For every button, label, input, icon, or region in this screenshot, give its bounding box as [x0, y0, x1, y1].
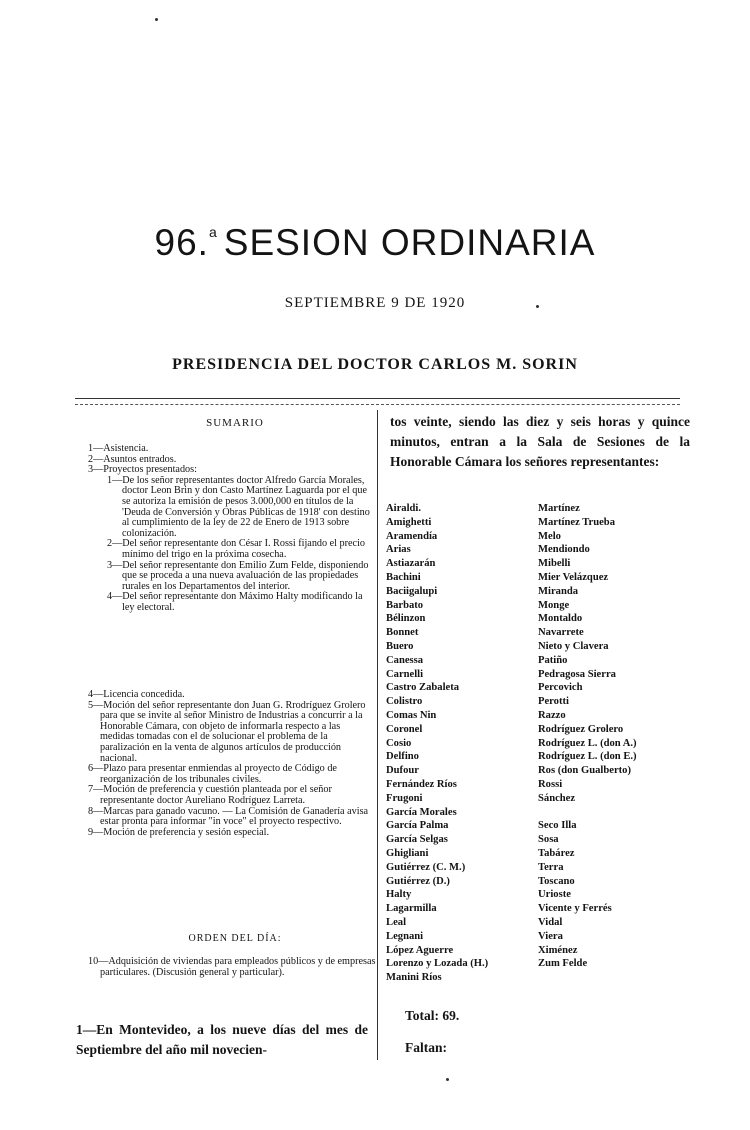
attendance-row [386, 654, 706, 668]
representative-name: Halty [386, 889, 412, 901]
absent-label: Faltan: [405, 1040, 447, 1055]
attendance-row [386, 750, 706, 764]
representative-name: Perotti [538, 696, 569, 708]
representative-name: Delfino [386, 751, 419, 763]
representative-name: Zum Felde [538, 958, 588, 970]
representative-name: Amighetti [386, 516, 432, 528]
representative-name: García Morales [386, 806, 457, 818]
attendance-row [386, 930, 706, 944]
summary-item: 3—Proyectos presentados: [88, 464, 197, 476]
attendance-row [386, 612, 706, 626]
attendance-row [386, 516, 706, 530]
summary-item: 3—Del señor representante don Emilio Zum Felde, disponiendo que se proceda a una nueva avaluación de las propiedades rurales en los Departamentos del interior. [107, 559, 369, 592]
representative-name: Barbato [386, 599, 424, 611]
representative-name: Percovich [538, 682, 583, 694]
summary-item: 4—Del señor representante don Máximo Halty modificando la ley electoral. [107, 591, 363, 613]
summary-item: 1—De los señor representantes doctor Alfredo García Morales, doctor Leon Brin y don Casto Martínez Laguarda por el que se autoriza la emisión de pesos 3.000,000 en títulos de la 'Deuda de Conversión y Obras Públicas de 1918' con destino al cumplimiento de la ley de 22 de Enero de 1913 sobre colonización. [107, 474, 370, 539]
attendance-row [386, 626, 706, 640]
top-rule [75, 398, 680, 399]
representative-name: Rodríguez L. (don E.) [538, 751, 637, 763]
print-speck [446, 1078, 449, 1081]
orden-del-dia-heading: ORDEN DEL DÍA: [188, 933, 282, 944]
representative-name: Colistro [386, 696, 423, 708]
representative-name: Coronel [386, 723, 423, 735]
representative-name: Miranda [538, 585, 579, 597]
representative-name: Martínez Trueba [538, 516, 615, 528]
summary-item: 6—Plazo para presentar enmiendas al proyecto de Código de reorganización de los tribunales civiles. [88, 763, 337, 785]
representative-name: Aramendía [386, 530, 438, 542]
attendance-row [386, 875, 706, 889]
representative-name: Canessa [386, 654, 424, 666]
summary-item: 4—Licencia concedida. [88, 689, 185, 700]
representative-name: Comas Nin [386, 709, 437, 721]
attendance-total: Total: 69. [405, 1008, 460, 1023]
representative-name: Leal [386, 916, 407, 928]
summary-item: 2—Asuntos entrados. [88, 453, 177, 465]
attendance-row [386, 640, 706, 654]
representative-name: Navarrete [538, 627, 584, 639]
attendance-row [386, 778, 706, 792]
representative-name: Sánchez [538, 792, 576, 804]
representative-name: Tabárez [538, 847, 575, 859]
attendance-row [386, 737, 706, 751]
representative-name: Melo [538, 530, 561, 542]
attendance-row [386, 971, 706, 985]
representative-name: Baciigalupi [386, 585, 438, 597]
representative-name: Seco Illa [538, 820, 577, 832]
representative-name: Rodríguez L. (don A.) [538, 737, 637, 749]
representative-name: Manini Ríos [386, 972, 442, 984]
attendance-row [386, 543, 706, 557]
attendance-row [386, 502, 706, 516]
representative-name: Lorenzo y Lozada (H.) [386, 958, 489, 970]
representative-name [538, 806, 706, 820]
representative-name: Bélinzon [386, 613, 426, 625]
representative-name: Dufour [386, 765, 419, 777]
summary-list-b [88, 690, 370, 838]
representative-name: Nieto y Clavera [538, 640, 609, 652]
attendance-row [386, 861, 706, 875]
representative-name: Urioste [538, 889, 571, 901]
representative-name: Mier Velázquez [538, 571, 609, 583]
representative-name: Gutiérrez (C. M.) [386, 861, 466, 873]
attendance-row [386, 681, 706, 695]
representative-name: Montaldo [538, 613, 583, 625]
attendance-row [386, 530, 706, 544]
representative-name: Martínez [538, 503, 580, 514]
print-speck [536, 305, 539, 308]
representative-name: Razzo [538, 709, 566, 721]
attendance-row [386, 599, 706, 613]
summary-item: 7—Moción de preferencia y cuestión planteada por el señor representante doctor Aureliano Rodríguez Larreta. [88, 784, 332, 806]
representative-name: Mibelli [538, 558, 571, 570]
session-title [0, 222, 750, 264]
attendance-row [386, 792, 706, 806]
session-number: 96. [154, 222, 209, 263]
attendance-row [386, 585, 706, 599]
representative-name: Terra [538, 861, 564, 873]
attendance-row [386, 806, 706, 820]
representative-name: Ghigliani [386, 847, 429, 859]
representative-name: Viera [538, 930, 563, 942]
representative-name: Cosio [386, 737, 412, 749]
representative-name: Astiazarán [386, 558, 436, 570]
representative-name: Fernández Ríos [386, 778, 457, 790]
representative-name: García Selgas [386, 834, 448, 846]
session-date: SEPTIEMBRE 9 DE 1920 [284, 295, 466, 311]
opening-paragraph-right: tos veinte, siendo las diez y seis horas y quince minutos, entran a la Sala de Sesiones de la Honorable Cámara los señores representantes: [390, 414, 690, 469]
representative-name: Vicente y Ferrés [538, 903, 612, 915]
orden-del-dia-item: 10—Adquisición de viviendas para empleados públicos y de empresas particulares. (Discusión general y particular). [88, 956, 376, 978]
representative-name: Rossi [538, 778, 563, 790]
summary-item: 1—Asistencia. [88, 443, 149, 454]
attendance-row [386, 571, 706, 585]
representative-name: Toscano [538, 875, 575, 887]
representative-name: Vidal [538, 916, 563, 928]
attendance-row [386, 668, 706, 682]
attendance-row [386, 888, 706, 902]
representative-name: Buero [386, 640, 414, 652]
representative-name: López Aguerre [386, 944, 454, 956]
summary-item: 2—Del señor representante don César I. Rossi fijando el precio mínimo del trigo en la próxima cosecha. [107, 538, 366, 560]
attendance-row [386, 723, 706, 737]
representative-name: Carnelli [386, 668, 424, 680]
representative-name: Pedragosa Sierra [538, 668, 616, 680]
top-rule-dashed [75, 404, 680, 405]
representative-name: Ximénez [538, 944, 578, 956]
representative-name: Rodríguez Grolero [538, 723, 624, 735]
representative-name: Patiño [538, 654, 568, 666]
representative-name: Monge [538, 599, 570, 611]
representative-name: Ros (don Gualberto) [538, 765, 631, 777]
representative-name: Lagarmilla [386, 903, 437, 915]
opening-paragraph-left: 1—En Montevideo, a los nueve días del mes de Septiembre del año mil novecien- [76, 1022, 368, 1057]
print-speck [155, 18, 158, 21]
presidency-heading: PRESIDENCIA DEL DOCTOR CARLOS M. SORIN [172, 356, 578, 373]
representative-name [538, 971, 706, 985]
representative-name: Frugoni [386, 792, 423, 804]
ordinal-mark: a [208, 224, 218, 240]
attendance-row [386, 557, 706, 571]
summary-item: 9—Moción de preferencia y sesión especial. [88, 826, 270, 838]
attendance-row [386, 819, 706, 833]
attendance-row [386, 902, 706, 916]
representative-name: Bonnet [386, 627, 419, 639]
representative-name: Castro Zabaleta [386, 682, 460, 694]
attendance-row [386, 847, 706, 861]
attendance-row [386, 833, 706, 847]
representative-name: Sosa [538, 834, 559, 846]
summary-item: 8—Marcas para ganado vacuno. — La Comisión de Ganadería avisa estar pronta para informar "in voce" el proyecto respectivo. [88, 805, 369, 828]
attendance-list [386, 502, 706, 985]
attendance-row [386, 764, 706, 778]
representative-name: Legnani [386, 930, 424, 942]
representative-name: Airaldi. [386, 503, 422, 514]
attendance-row [386, 709, 706, 723]
representative-name: Bachini [386, 571, 421, 583]
representative-name: García Palma [386, 820, 449, 832]
representative-name: Arias [386, 544, 411, 556]
session-title-text: SESION ORDINARIA [223, 222, 596, 263]
summary-item: 5—Moción del señor representante don Juan G. Rrodríguez Grolero para que se invite al señor Ministro de Industrias a concurrir a la Honorable Cámara, con objeto de informarla respecto a las medidas tomadas con el de solucionar el problema de la paralización en la venta de algunos artículos de producción nacional. [88, 699, 366, 764]
representative-name: Mendiondo [538, 544, 590, 556]
summary-heading: SUMARIO [206, 417, 264, 429]
attendance-row [386, 957, 706, 971]
attendance-row [386, 916, 706, 930]
summary-list-a [88, 444, 370, 614]
attendance-row [386, 944, 706, 958]
attendance-row [386, 695, 706, 709]
representative-name: Gutiérrez (D.) [386, 875, 450, 887]
